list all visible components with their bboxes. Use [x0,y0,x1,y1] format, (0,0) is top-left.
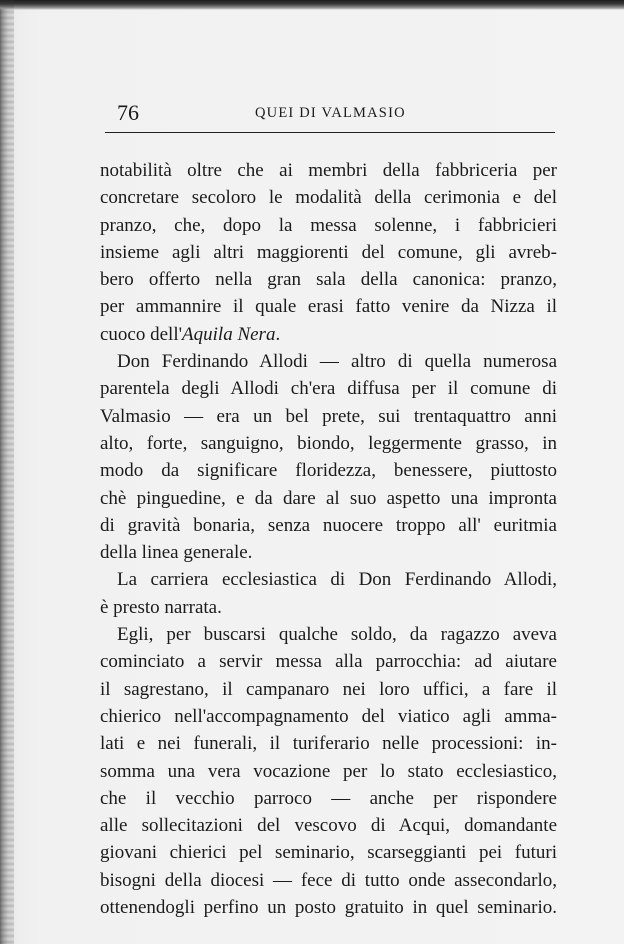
text-line: il sagrestano, il campanaro nei loro uffici, a fare il [100,678,557,700]
text-line-cuoco [100,321,557,348]
body-text [100,157,557,921]
text-line: bero offerto nella gran sala della canonica: pranzo, [100,269,557,291]
book-spine-edge [0,0,14,944]
text-line: alto, forte, sanguigno, biondo, leggermente grasso, in [100,432,557,454]
cuoco-suffix: . [275,323,281,345]
text-line: chè pinguedine, e da dare al suo aspetto una impronta [100,487,557,509]
aquila-nera-italic: Aquila Nera [182,323,276,345]
text-line: notabilità oltre che ai membri della fabbriceria per [100,160,557,181]
text-line: modo da significare floridezza, benessere, piuttosto [100,460,557,482]
text-line: Egli, per buscarsi qualche soldo, da ragazzo aveva [117,624,557,646]
text-line: La carriera ecclesiastica di Don Ferdinando Allodi, [117,569,557,591]
text-line: Valmasio — era un bel prete, sui trentaquattro anni [100,405,557,427]
text-line: cominciato a servir messa alla parrocchia: ad aiutare [100,651,557,673]
text-line: di gravità bonaria, senza nuocere troppo all' euritmia [100,514,557,536]
text-line: alle sollecitazioni del vescovo di Acqui, domandante [100,815,557,837]
text-line: pranzo, che, dopo la messa solenne, i fabbricieri [100,214,557,236]
text-line: ottenendogli perfino un posto gratuito in quel seminario. [100,897,557,919]
cuoco-prefix: cuoco dell' [100,323,183,345]
page-header [105,98,555,133]
text-line: parentela degli Allodi ch'era diffusa per il comune di [100,378,557,400]
text-line: della linea generale. [100,542,253,564]
text-line: insieme agli altri maggiorenti del comune, gli avreb- [100,241,557,263]
running-title: QUEI DI VALMASIO [255,105,406,121]
text-line: per ammannire il quale erasi fatto venire da Nizza il [100,296,557,318]
page-number: 76 [117,100,139,125]
text-line: giovani chierici pel seminario, scarseggianti pei futuri [100,842,557,864]
text-line: concretare secoloro le modalità della cerimonia e del [100,187,557,209]
text-line: che il vecchio parroco — anche per rispondere [100,787,557,809]
text-line: bisogni della diocesi — fece di tutto onde assecondarlo, [100,869,557,891]
page-top-shadow [0,0,624,10]
text-line: Don Ferdinando Allodi — altro di quella numerosa [117,351,557,373]
text-line: lati e nei funerali, il turiferario nelle processioni: in- [100,733,557,755]
text-line: è presto narrata. [100,596,222,618]
text-line: chierico nell'accompagnamento del viatico agli amma- [100,705,557,727]
text-line: somma una vera vocazione per lo stato ecclesiastico, [100,760,557,782]
